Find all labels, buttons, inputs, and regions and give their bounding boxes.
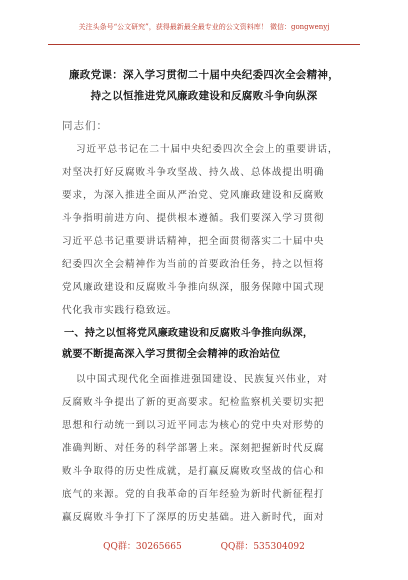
section-body-line: 以中国式现代化全面推进强国建设、民族复兴伟业，对 xyxy=(76,374,328,385)
section-heading-line-1: 一、持之以恒将党风廉政建设和反腐败斗争推向纵深， xyxy=(64,327,314,339)
intro-line: 习近平总书记在二十届中央纪委四次全会上的重要讲话， xyxy=(76,144,339,155)
intro-line: 要求，为深入推进全面从严治党、党风廉政建设和反腐败 xyxy=(62,190,325,201)
header-banner: 关注头条号“公文研究”，获得最新最全最专业的公文资料库！ 微信：gongwenyj xyxy=(78,23,330,31)
intro-line: 党风廉政建设和反腐败斗争推向纵深，服务保障中国式现 xyxy=(62,282,325,293)
section-body-line: 思想和行动统一到以习近平同志为核心的党中央对形势的 xyxy=(62,420,325,431)
section-body-line: 败斗争取得的历史性成就，是打赢反腐败攻坚战的信心和 xyxy=(62,466,325,477)
footer-qq-group-2: QQ群：535304092 xyxy=(220,542,305,552)
document-title-line-1: 廉政党课：深入学习贯彻二十届中央纪委四次全会精神， xyxy=(69,69,339,81)
document-title-line-2: 持之以恒推进党风廉政建设和反腐败斗争向纵深 xyxy=(90,90,318,102)
section-body-line: 反腐败斗争提出了新的更高要求。纪检监察机关要切实把 xyxy=(62,397,325,408)
intro-line: 习近平总书记重要讲话精神，把全面贯彻落实二十届中央 xyxy=(62,236,325,247)
section-body-line: 底气的来源。党的自我革命的百年经验为新时代新征程打 xyxy=(62,489,325,500)
section-body-line: 准确判断、对任务的科学部署上来。深刻把握新时代反腐 xyxy=(62,443,325,454)
intro-line: 斗争指明前进方向、提供根本遵循。我们要深入学习贯彻 xyxy=(62,213,325,224)
footer xyxy=(0,539,408,552)
salutation: 同志们： xyxy=(62,120,108,132)
intro-line: 对坚决打好反腐败斗争攻坚战、持久战、总体战提出明确 xyxy=(62,167,325,178)
section-body-line: 赢反腐败斗争打下了深厚的历史基础。进入新时代，面对 xyxy=(62,512,325,523)
intro-line: 代化我市实践行稳致远。 xyxy=(62,305,178,316)
header-divider xyxy=(48,44,360,45)
footer-qq-group-1: QQ群：30265665 xyxy=(103,542,182,552)
section-heading-line-2: 就要不断提高深入学习贯彻全会精神的政治站位 xyxy=(62,348,281,360)
intro-line: 纪委四次全会精神作为当前的首要政治任务，持之以恒将 xyxy=(62,259,325,270)
